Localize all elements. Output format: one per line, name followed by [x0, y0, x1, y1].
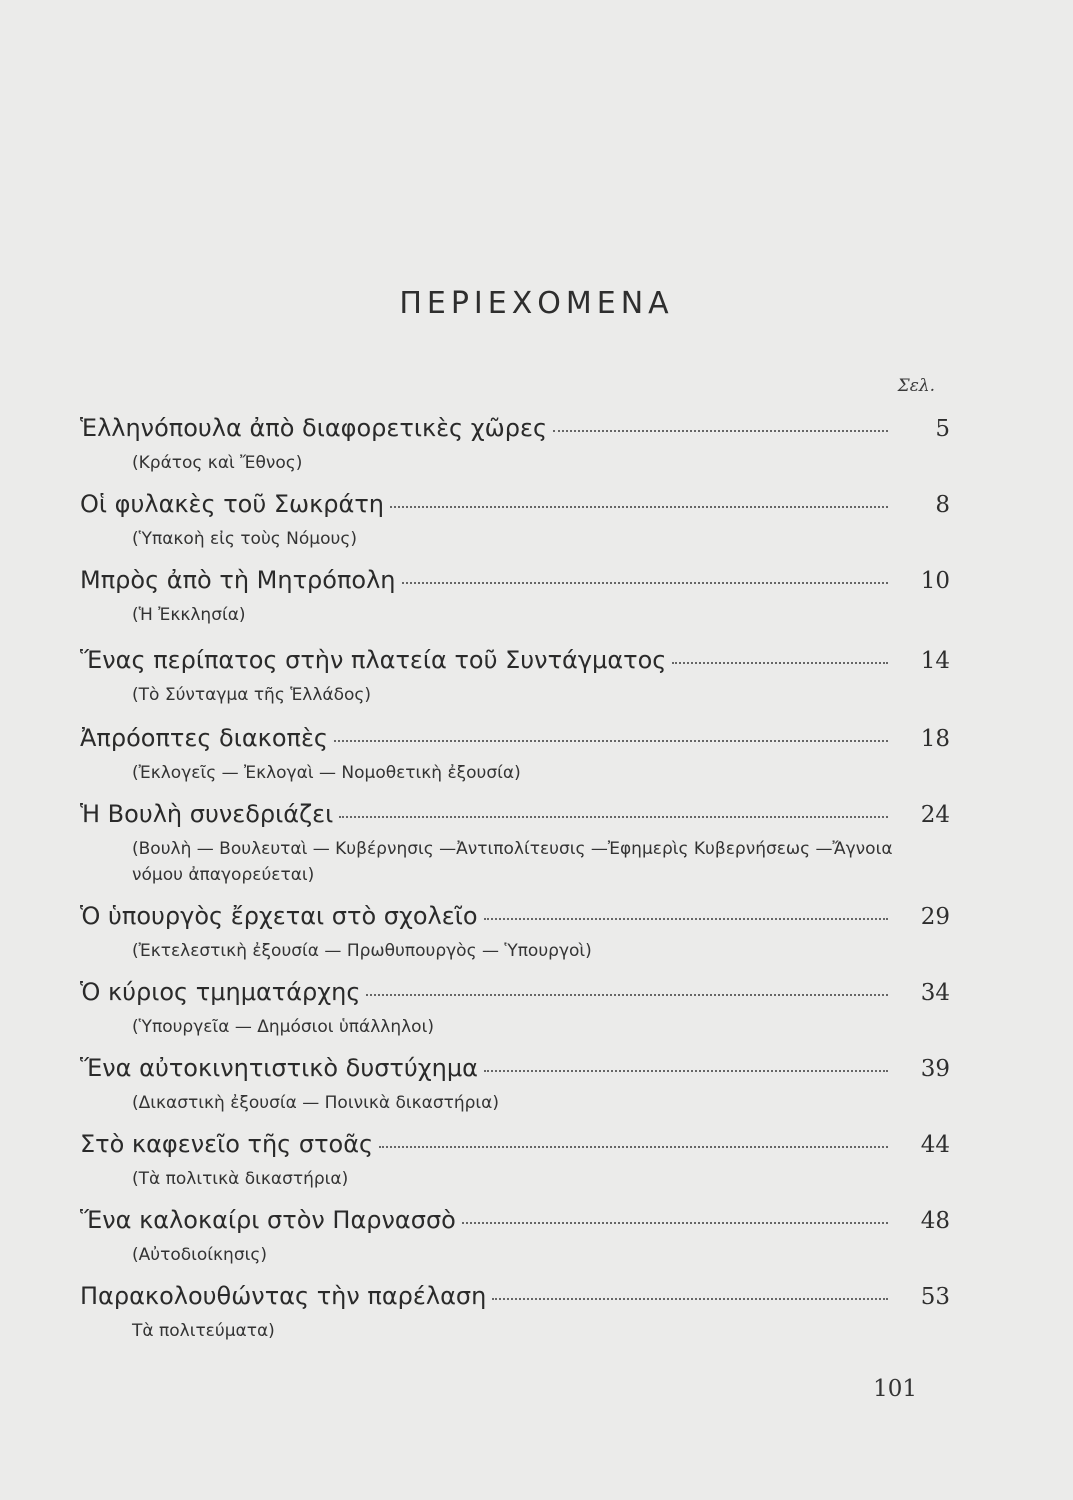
toc-entry [80, 414, 950, 476]
entry-page: 48 [920, 1208, 950, 1234]
toc-entry [80, 800, 950, 888]
entry-title: Ἕνα αὐτοκινητιστικὸ δυστύχημα [80, 1054, 478, 1082]
entry-subtitle: (Ἡ Ἐκκλησία) [132, 605, 246, 625]
entry-title: Ὁ κύριος τμηματάρχης [80, 978, 361, 1006]
dot-leader [462, 1222, 888, 1224]
dot-leader [402, 582, 889, 584]
toc-entry [80, 566, 950, 628]
entry-title: Ἕνα καλοκαίρι στὸν Παρνασσὸ [80, 1206, 456, 1234]
toc-entry [80, 646, 950, 708]
entry-page: 18 [920, 726, 950, 752]
entry-subtitle: (Ἐκτελεστικὴ ἐξουσία — Πρωθυπουργὸς — Ὑπουργοὶ) [132, 941, 592, 961]
page-column-label: Σελ. [897, 376, 935, 396]
entry-page: 14 [920, 648, 950, 674]
dot-leader [339, 816, 888, 818]
entry-title: Μπρὸς ἀπὸ τὴ Μητρόπολη [80, 566, 396, 594]
entry-title: Οἱ φυλακὲς τοῦ Σωκράτη [80, 490, 384, 518]
toc-entry [80, 1282, 950, 1344]
dot-leader [379, 1146, 888, 1148]
dot-leader [390, 506, 888, 508]
entry-page: 39 [920, 1056, 950, 1082]
entry-page: 53 [920, 1284, 950, 1310]
entry-title: Ὁ ὑπουργὸς ἔρχεται στὸ σχολεῖο [80, 902, 478, 930]
entry-subtitle: (Δικαστικὴ ἐξουσία — Ποινικὰ δικαστήρια) [132, 1093, 500, 1113]
toc-entry [80, 490, 950, 552]
dot-leader [484, 918, 889, 920]
page-number: 101 [873, 1376, 917, 1402]
dot-leader [553, 430, 888, 432]
entry-subtitle: Τὰ πολιτεύματα) [132, 1321, 275, 1341]
entry-subtitle: (Τὰ πολιτικὰ δικαστήρια) [132, 1169, 349, 1189]
dot-leader [492, 1298, 888, 1300]
entry-title: Παρακολουθώντας τὴν παρέλαση [80, 1282, 487, 1310]
entry-subtitle: (Κράτος καὶ Ἔθνος) [132, 453, 303, 473]
entry-title: Στὸ καφενεῖο τῆς στοᾶς [80, 1130, 374, 1158]
entry-subtitle: (Τὸ Σύνταγμα τῆς Ἑλλάδος) [132, 685, 372, 705]
entry-title: Ἕνας περίπατος στὴν πλατεία τοῦ Συντάγματος [80, 646, 667, 674]
entry-title: Ἡ Βουλὴ συνεδριάζει [80, 800, 334, 828]
dot-leader [334, 740, 888, 742]
page-title: ΠΕΡΙΕΧΟΜΕΝΑ [399, 286, 674, 321]
entry-page: 10 [920, 568, 950, 594]
toc-entry [80, 902, 950, 964]
toc-entry [80, 978, 950, 1040]
entry-subtitle: (Αὐτοδιοίκησις) [132, 1245, 267, 1265]
entry-subtitle: (Ὑπουργεῖα — Δημόσιοι ὑπάλληλοι) [132, 1017, 434, 1037]
entry-subtitle: (Ὑπακοὴ εἰς τοὺς Νόμους) [132, 529, 357, 549]
entry-page: 24 [920, 802, 950, 828]
entry-page: 8 [935, 492, 950, 518]
toc-entry [80, 1054, 950, 1116]
toc-entry [80, 1206, 950, 1268]
entry-title: Ἀπρόοπτες διακοπὲς [80, 724, 329, 752]
entry-title: Ἑλληνόπουλα ἀπὸ διαφορετικὲς χῶρες [80, 414, 548, 442]
entry-subtitle: (Βουλὴ — Βουλευταὶ — Κυβέρνησις —Ἀντιπολίτευσις —Ἐφημερὶς Κυβερνήσεως —Ἄγνοια νόμου ἀπαγορεύεται) [132, 839, 893, 885]
dot-leader [672, 662, 888, 664]
dot-leader [366, 994, 888, 996]
dot-leader [484, 1070, 888, 1072]
entry-page: 29 [920, 904, 950, 930]
entry-subtitle: (Ἐκλογεῖς — Ἐκλογαὶ — Νομοθετικὴ ἐξουσία) [132, 763, 521, 783]
toc-entry [80, 1130, 950, 1192]
entry-page: 34 [920, 980, 950, 1006]
entry-page: 5 [935, 416, 950, 442]
toc-entry [80, 724, 950, 786]
entry-page: 44 [920, 1132, 950, 1158]
